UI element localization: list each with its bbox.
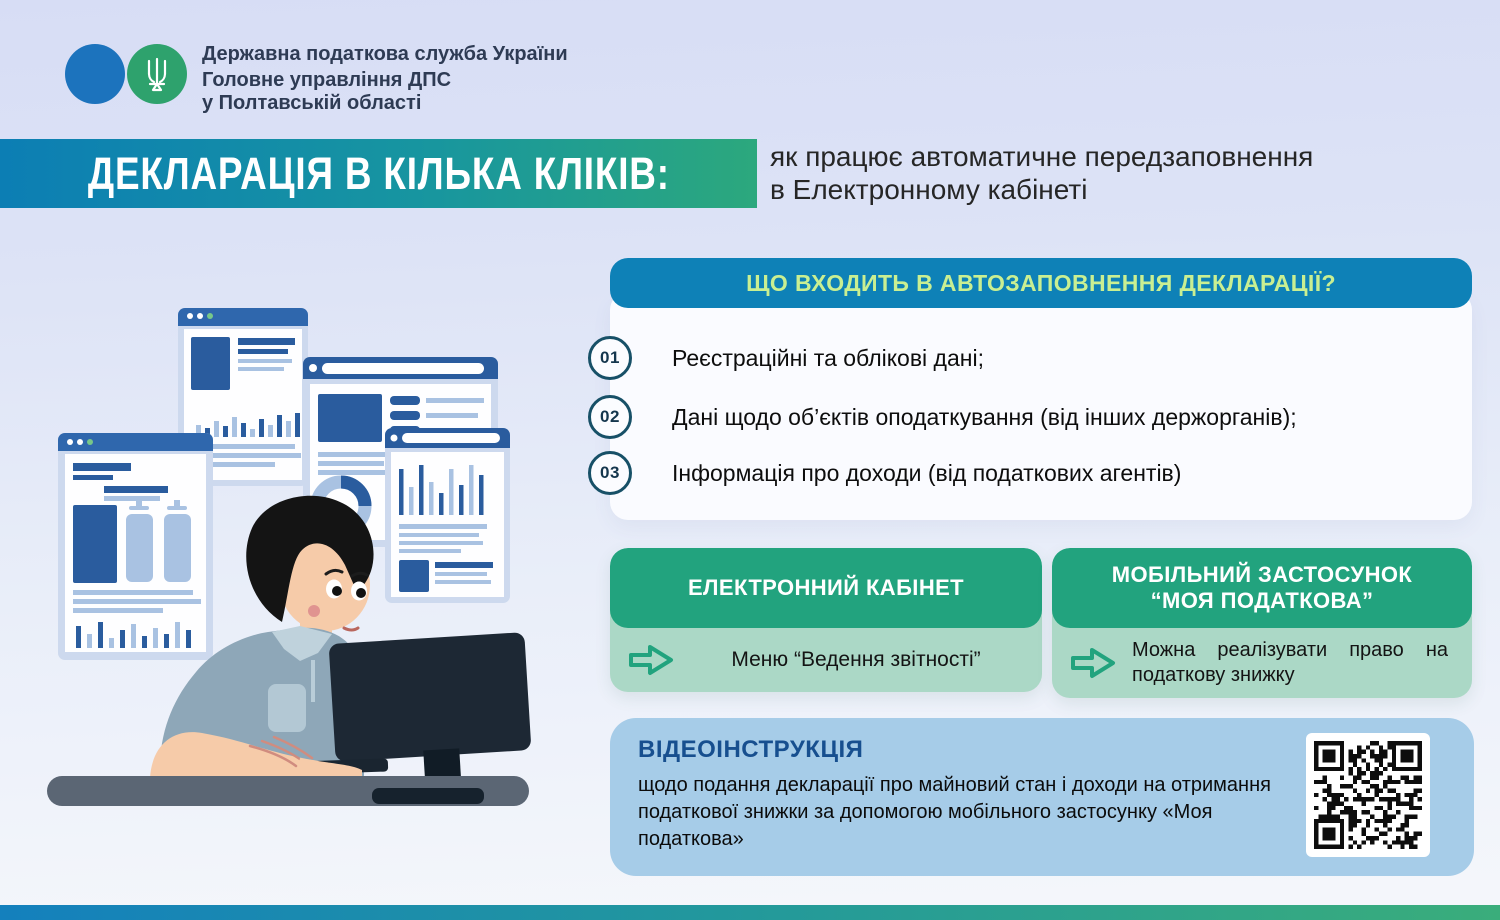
tax-service-logo-icon (64, 43, 190, 105)
org-line-2: Головне управління ДПС (202, 69, 452, 91)
subtitle-line-2: в Електронному кабінеті (770, 174, 1088, 205)
org-line-3: у Полтавській області (202, 92, 422, 114)
browser-window-stats (385, 428, 510, 603)
list-number-badge (588, 451, 632, 495)
page-subtitle (770, 140, 1470, 206)
list-item: Реєстраційні та облікові дані; (672, 344, 984, 371)
autofill-header (610, 258, 1472, 308)
arrow-right-icon (1070, 646, 1116, 680)
list-number-3: 03 (600, 463, 620, 482)
browser-window-document (58, 433, 213, 660)
card-mobile-app-header (1052, 548, 1472, 628)
org-line-1: Державна податкова служба України (202, 43, 568, 65)
card-electronic-cabinet (610, 548, 1042, 692)
video-instruction-title: ВІДЕОІНСТРУКЦІЯ (638, 736, 864, 763)
org-name (202, 43, 568, 114)
card-electronic-cabinet-text: Меню “Ведення звітності” (731, 648, 981, 671)
list-number-1: 01 (600, 348, 620, 367)
card-mobile-app-title: МОБІЛЬНИЙ ЗАСТОСУНОК “МОЯ ПОДАТКОВА” (1111, 562, 1413, 613)
list-number-badge (588, 395, 632, 439)
list-number-badge (588, 336, 632, 380)
org-header (64, 43, 584, 114)
arrow-right-icon (628, 643, 674, 677)
card-electronic-cabinet-body (610, 628, 1042, 692)
video-instruction-text: щодо подання декларації про майновий стан і доходи на отримання податкової знижки за допомогою мобільного застосунку «Моя податкова» (638, 774, 1271, 850)
list-item: Дані щодо об’єктів оподаткування (від інших держорганів); (672, 403, 1297, 430)
subtitle-line-1: як працює автоматичне передзаповнення (770, 141, 1314, 172)
page-title: ДЕКЛАРАЦІЯ В КІЛЬКА КЛІКІВ: (87, 147, 670, 199)
autofill-header-label: ЩО ВХОДИТЬ В АВТОЗАПОВНЕННЯ ДЕКЛАРАЦІЇ? (746, 269, 1336, 296)
monitor-base (372, 788, 484, 804)
card-mobile-app-body (1052, 628, 1472, 698)
card-mobile-app-text: Можна реалізувати право на податкову знижку (1132, 639, 1448, 686)
illustration-person-computer (30, 280, 560, 910)
qr-code[interactable] (1306, 733, 1430, 857)
video-instruction-card (610, 718, 1474, 876)
card-electronic-cabinet-title: ЕЛЕКТРОННИЙ КАБІНЕТ (687, 575, 965, 600)
list-item: Інформація про доходи (від податкових агентів) (672, 459, 1182, 486)
card-electronic-cabinet-header (610, 548, 1042, 628)
qr-code-pattern (1314, 741, 1422, 849)
card-mobile-app (1052, 548, 1472, 698)
title-banner (0, 139, 757, 208)
list-number-2: 02 (600, 407, 620, 426)
